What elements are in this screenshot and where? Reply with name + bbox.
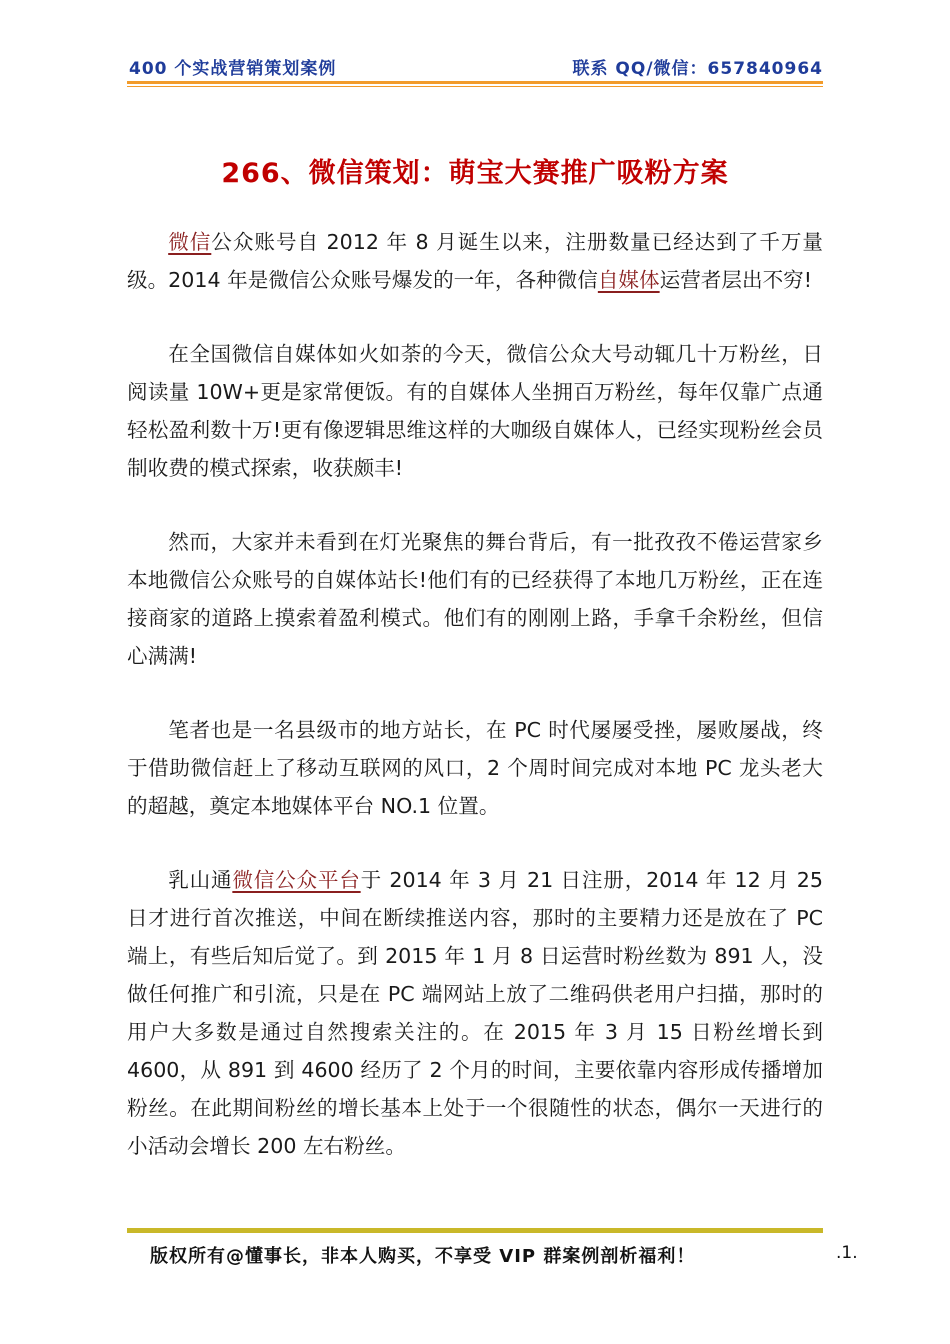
weixin-platform-link[interactable]: 微信公众平台 <box>232 868 361 892</box>
paragraph-5-text-a: 乳山通 <box>168 868 233 892</box>
page-number: .1. <box>836 1243 858 1263</box>
footer-divider <box>127 1228 823 1233</box>
paragraph-1-text-b: 运营者层出不穷! <box>659 268 813 292</box>
header-divider-thin <box>127 86 823 87</box>
paragraph-1 <box>127 223 823 299</box>
header-divider <box>127 81 823 84</box>
paragraph-4: 笔者也是一名县级市的地方站长，在 PC 时代屡屡受挫，屡败屡战，终于借助微信赶上了移动互联网的风口，2 个周时间完成对本地 PC 龙头老大的超越，奠定本地媒体平台 NO.1 位置。 <box>127 718 823 818</box>
copyright-notice: 版权所有@懂事长，非本人购买，不享受 VIP 群案例剖析福利！ <box>150 1246 696 1267</box>
header-contact-text: 联系 QQ/微信：657840964 <box>572 59 823 79</box>
document-title: 266、微信策划：萌宝大赛推广吸粉方案 <box>221 158 729 189</box>
paragraph-5-text-b: 于 2014 年 3 月 21 日注册，2014 年 12 月 25 日才进行首次推送，中间在断续推送内容，那时的主要精力还是放在了 PC 端上，有些后知后觉了。到 2015 年 1 月 8 日运营时粉丝数为 891 人，没做任何推广和引流，只是在 PC 端网站上放了二维码供老用户扫描，那时的用户大多数是通过自然搜索关注的。在 2015 年 3 月 15 日粉丝增长到 4600，从 891 到 4600 经历了 2 个月的时间，主要依靠内容形成传播增加粉丝。在此期间粉丝的增长基本上处于一个很随性的状态，偶尔一天进行的小活动会增长 200 左右粉丝。 <box>127 868 824 1158</box>
paragraph-5 <box>127 861 823 1165</box>
document-body <box>127 223 823 1201</box>
paragraph-3: 然而，大家并未看到在灯光聚焦的舞台背后，有一批孜孜不倦运营家乡本地微信公众账号的自媒体站长!他们有的已经获得了本地几万粉丝，正在连接商家的道路上摸索着盈利模式。他们有的刚刚上路，手拿千余粉丝，但信心满满! <box>127 530 823 668</box>
page-header <box>127 54 823 82</box>
paragraph-1-text-a: 公众账号自 2012 年 8 月诞生以来，注册数量已经达到了千万量级。2014 年是微信公众账号爆发的一年，各种微信 <box>127 230 824 292</box>
zimeiti-link[interactable]: 自媒体 <box>597 268 660 292</box>
paragraph-2: 在全国微信自媒体如火如荼的今天，微信公众大号动辄几十万粉丝，日阅读量 10W+更是家常便饭。有的自媒体人坐拥百万粉丝，每年仅靠广点通轻松盈利数十万!更有像逻辑思维这样的大咖级自媒体人，已经实现粉丝会员制收费的模式探索，收获颇丰! <box>127 342 823 480</box>
weixin-link[interactable]: 微信 <box>168 230 212 254</box>
header-left-text: 400 个实战营销策划案例 <box>129 59 337 79</box>
